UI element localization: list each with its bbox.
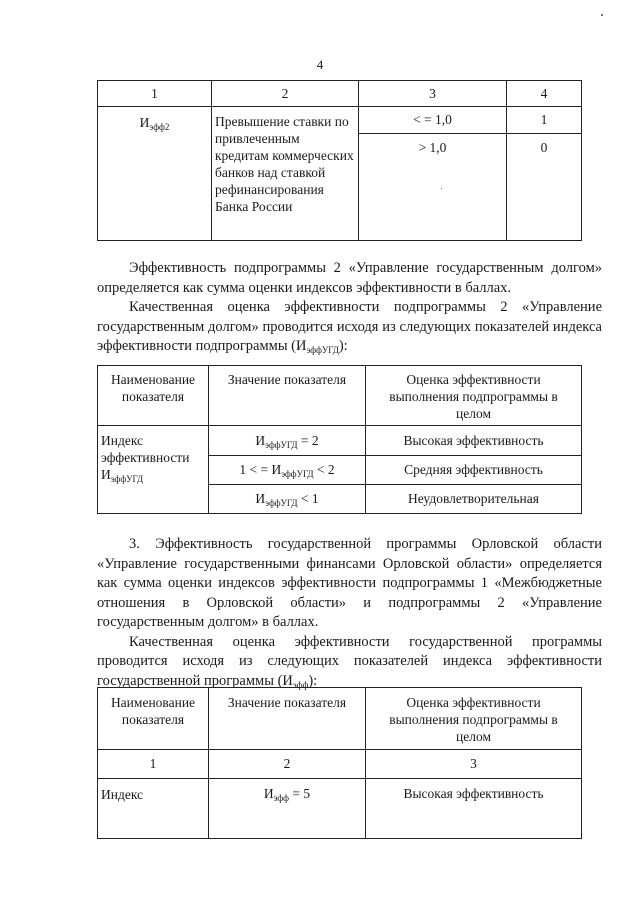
value-cell: $И_{эффУГД} < 1$ bbox=[209, 485, 366, 514]
paragraph-text: Качественная оценка эффективности государственной программы проводится исходя из следующих показателей индекса эффективности государственной программы (И bbox=[97, 633, 602, 689]
assessment-cell: Высокая эффективность bbox=[366, 779, 582, 839]
indicator-subscript: эфф2 bbox=[149, 122, 170, 132]
assessment-cell: Средняя эффективность bbox=[366, 456, 582, 485]
table-row bbox=[98, 779, 582, 839]
table-header-cell: Оценка эффективности выполнения подпрограммы в целом bbox=[366, 366, 582, 426]
table-1 bbox=[97, 80, 582, 241]
paragraph-text: Качественная оценка эффективности подпрограммы 2 «Управление государственным долгом» проводится исходя из следующих показателей индекса эффективности подпрограммы (И bbox=[97, 299, 602, 354]
table-header-cell: Наименование показателя bbox=[98, 688, 209, 750]
value-cell: $И_{эфф} = 5$ bbox=[209, 779, 366, 839]
description-cell: Превышение ставки по привлеченным кредитам коммерческих банков над ставкой рефинансирования Банка России bbox=[212, 107, 359, 241]
table-header-cell: 2 bbox=[212, 81, 359, 107]
table-2 bbox=[97, 365, 582, 514]
table-header-cell: Значение показателя bbox=[209, 688, 366, 750]
text-block-2 bbox=[97, 535, 602, 691]
table-row bbox=[98, 688, 582, 750]
indicator-cell bbox=[98, 107, 212, 241]
table-header-cell: Оценка эффективности выполнения подпрограммы в целом bbox=[366, 688, 582, 750]
indicator-subscript: эффУГД bbox=[110, 474, 144, 484]
paragraph-text-end: ): bbox=[308, 672, 318, 689]
table-header-cell: 4 bbox=[507, 81, 582, 107]
text-block-1 bbox=[97, 259, 602, 357]
table-header-cell: 3 bbox=[359, 81, 507, 107]
paragraph-subscript: эфф bbox=[292, 679, 309, 690]
paragraph: 3. Эффективность государственной программы Орловской области «Управление государственными финансами Орловской области» определяется как сумма оценки индексов эффективности подпрограммы 1 «Межбюджетные отношения в Орловской области» и подпрограммы 2 «Управление государственным долгом» в баллах. bbox=[97, 536, 602, 630]
assessment-cell: Высокая эффективность bbox=[366, 426, 582, 456]
table-header-cell: Значение показателя bbox=[209, 366, 366, 426]
assessment-cell: Неудовлетворительная bbox=[366, 485, 582, 514]
paragraph bbox=[97, 633, 602, 692]
table-header-cell: 1 bbox=[98, 81, 212, 107]
condition-cell: < = 1,0 bbox=[359, 107, 507, 134]
scan-speck bbox=[441, 188, 442, 189]
indicator-text: Индекс эффективности И bbox=[101, 433, 190, 482]
column-number-cell: 2 bbox=[209, 750, 366, 779]
score-cell: 1 bbox=[507, 107, 582, 134]
table-row bbox=[98, 107, 582, 134]
table-row bbox=[98, 750, 582, 779]
page-number: 4 bbox=[316, 57, 324, 72]
column-number-cell: 1 bbox=[98, 750, 209, 779]
column-number-cell: 3 bbox=[366, 750, 582, 779]
paragraph bbox=[97, 298, 602, 357]
indicator-cell: Индекс bbox=[98, 779, 209, 839]
indicator-symbol: И bbox=[139, 115, 150, 130]
value-cell: 1 < = $И_{эффУГД} < 2$ bbox=[209, 456, 366, 485]
value-cell: $И_{эффУГД} = 2$ bbox=[209, 426, 366, 456]
paragraph-text-end: ): bbox=[338, 338, 348, 354]
table-header-cell: Наименование показателя bbox=[98, 366, 209, 426]
table-row bbox=[98, 426, 582, 456]
paragraph-subscript: эффУГД bbox=[306, 345, 339, 355]
scan-speck bbox=[601, 14, 603, 16]
table-row bbox=[98, 366, 582, 426]
table-row bbox=[98, 81, 582, 107]
indicator-cell bbox=[98, 426, 209, 514]
condition-cell: > 1,0 bbox=[359, 134, 507, 241]
table-3 bbox=[97, 687, 582, 839]
paragraph: Эффективность подпрограммы 2 «Управление государственным долгом» определяется как сумма оценки индексов эффективности в баллах. bbox=[97, 260, 602, 296]
score-cell: 0 bbox=[507, 134, 582, 241]
